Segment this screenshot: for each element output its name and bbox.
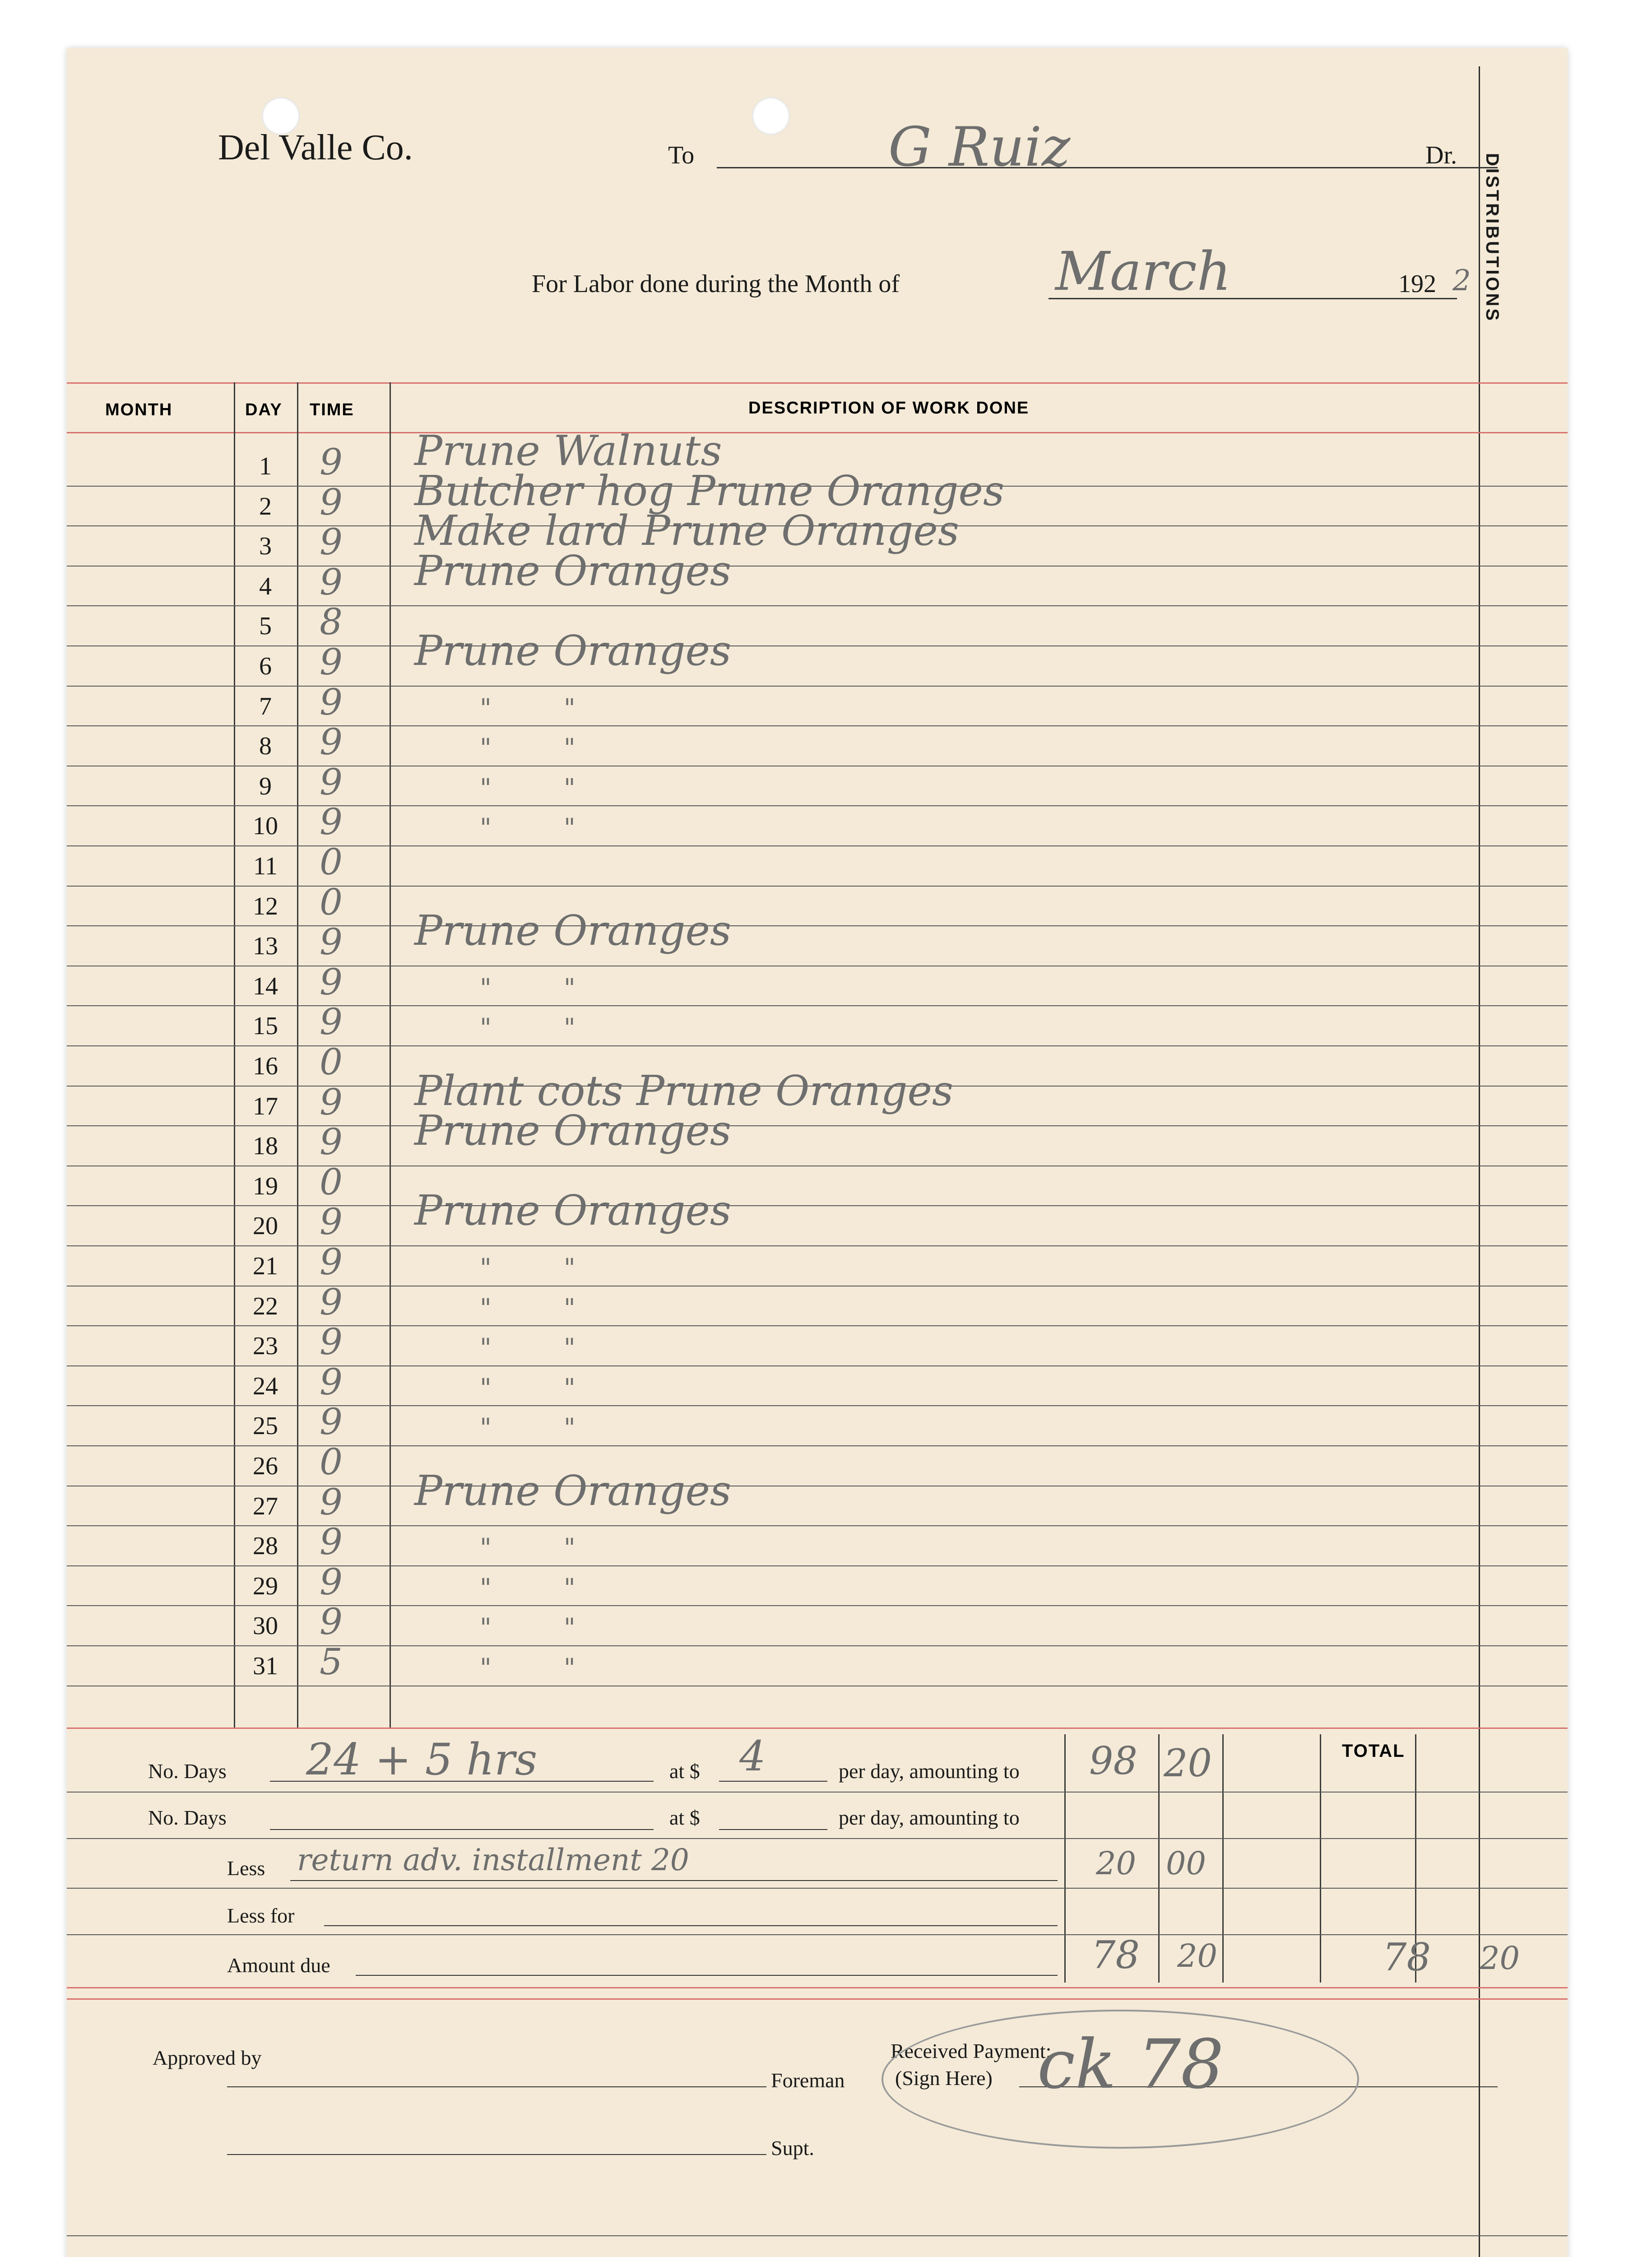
hours-worked: 9: [320, 1281, 343, 1323]
row-rule: [67, 1405, 1568, 1406]
work-description: Prune Walnuts: [414, 427, 722, 475]
day-number: 25: [253, 1412, 278, 1440]
hours-worked: 9: [320, 1241, 343, 1283]
row-rule: [67, 805, 1568, 806]
total-cents: 20: [1480, 1940, 1520, 1977]
row-rule: [67, 1365, 1568, 1366]
total-dollars: 78: [1383, 1935, 1431, 1979]
day-number: 15: [253, 1012, 278, 1040]
rule: [67, 1987, 1568, 1988]
hours-worked: 9: [320, 1081, 343, 1123]
day-number: 8: [259, 732, 272, 761]
row-rule: [67, 1325, 1568, 1326]
no-days-line-2: [270, 1829, 654, 1830]
row-rule: [67, 1005, 1568, 1006]
less-label: Less: [227, 1857, 265, 1880]
row-rule: [67, 1525, 1568, 1526]
work-description: " ": [480, 813, 575, 843]
hours-worked: 5: [320, 1641, 343, 1683]
day-number: 3: [259, 532, 272, 561]
work-description: Butcher hog Prune Oranges: [414, 466, 1005, 515]
day-number: 17: [253, 1092, 278, 1120]
day-number: 19: [253, 1172, 278, 1200]
net-dollars: 78: [1091, 1933, 1140, 1977]
less-line: [290, 1880, 1058, 1881]
less-dollars: 20: [1096, 1845, 1137, 1882]
signature: ck 78: [1037, 2025, 1224, 2104]
sign-here-label: (Sign Here): [895, 2067, 993, 2090]
rule: [67, 1998, 1568, 2000]
rule: [67, 1934, 1568, 1935]
net-cents: 20: [1177, 1937, 1218, 1974]
rule: [67, 432, 1568, 433]
day-number: 14: [253, 972, 278, 1000]
approved-by-label: Approved by: [153, 2046, 262, 2069]
rule: [67, 1888, 1568, 1889]
hours-worked: 0: [320, 1161, 343, 1203]
hours-worked: 9: [320, 761, 343, 803]
gross-cents: 20: [1164, 1741, 1212, 1785]
day-number: 2: [259, 492, 272, 520]
amount-divider: [1222, 1734, 1224, 1983]
hours-worked: 9: [320, 1560, 343, 1603]
no-days-value: 24 + 5 hrs: [306, 1734, 538, 1785]
per-day-label: per day, amounting to: [839, 1760, 1020, 1783]
hours-worked: 0: [320, 881, 343, 923]
col-day-header: DAY: [245, 400, 283, 419]
gross-dollars: 98: [1089, 1739, 1137, 1783]
row-rule: [67, 725, 1568, 726]
work-description: Prune Oranges: [414, 1466, 732, 1515]
row-rule: [67, 845, 1568, 846]
rate-value: 4: [739, 1732, 766, 1780]
supt-line: [227, 2154, 766, 2155]
hours-worked: 9: [320, 1601, 343, 1643]
labor-slip: [67, 48, 1568, 2257]
day-number: 5: [259, 612, 272, 641]
rule: [67, 1838, 1568, 1839]
hours-worked: 9: [320, 801, 343, 843]
day-number: 22: [253, 1292, 278, 1320]
hours-worked: 9: [320, 441, 343, 483]
day-number: 10: [253, 812, 278, 841]
hours-worked: 9: [320, 1201, 343, 1243]
less-for-label: Less for: [227, 1904, 295, 1927]
received-payment-label: Received Payment:: [891, 2039, 1052, 2062]
row-rule: [67, 1125, 1568, 1126]
rate-label: at $: [669, 1760, 700, 1783]
no-days-line: [270, 1781, 654, 1782]
day-number: 30: [253, 1612, 278, 1640]
work-description: Prune Oranges: [414, 906, 732, 955]
row-rule: [67, 566, 1568, 567]
row-rule: [67, 605, 1568, 606]
less-description: return adv. installment 20: [297, 1843, 689, 1877]
day-number: 21: [253, 1252, 278, 1280]
day-number: 31: [253, 1652, 278, 1680]
hours-worked: 8: [320, 601, 343, 643]
year-handwritten: 2: [1452, 264, 1471, 297]
work-description: " ": [480, 734, 575, 763]
dr-label: Dr.: [1425, 141, 1457, 169]
hours-worked: 9: [320, 921, 343, 963]
col-description-header: DESCRIPTION OF WORK DONE: [748, 399, 1030, 418]
work-description: Prune Oranges: [414, 627, 732, 675]
month-value: March: [1055, 240, 1231, 302]
day-number: 28: [253, 1532, 278, 1560]
work-description: " ": [480, 1333, 575, 1363]
foreman-label: Foreman: [771, 2069, 845, 2092]
no-days-label: No. Days: [148, 1760, 227, 1783]
rate-line: [719, 1781, 827, 1782]
hours-worked: 9: [320, 1361, 343, 1403]
less-cents: 00: [1166, 1845, 1207, 1882]
work-description: " ": [480, 1653, 575, 1683]
amount-divider: [1064, 1734, 1066, 1983]
row-rule: [67, 1205, 1568, 1206]
amount-due-label: Amount due: [227, 1954, 330, 1977]
distributions-label: DISTRIBUTIONS: [1482, 153, 1502, 323]
less-for-line: [324, 1925, 1058, 1926]
day-number: 6: [259, 652, 272, 680]
row-rule: [67, 1445, 1568, 1446]
day-number: 26: [253, 1452, 278, 1480]
row-rule: [67, 925, 1568, 926]
worker-name: G Ruiz: [888, 116, 1071, 179]
day-number: 20: [253, 1212, 278, 1240]
day-number: 16: [253, 1052, 278, 1080]
hours-worked: 0: [320, 841, 343, 883]
row-rule: [67, 886, 1568, 887]
foreman-line: [227, 2086, 766, 2087]
hours-worked: 9: [320, 641, 343, 683]
hours-worked: 9: [320, 561, 343, 603]
rule: [67, 1792, 1568, 1793]
day-number: 12: [253, 892, 278, 920]
work-description: Plant cots Prune Oranges: [414, 1066, 954, 1115]
rule: [67, 382, 1568, 384]
to-line: [717, 167, 1498, 168]
hours-worked: 0: [320, 1441, 343, 1483]
supt-label: Supt.: [771, 2136, 814, 2159]
hours-worked: 9: [320, 1001, 343, 1043]
hours-worked: 9: [320, 961, 343, 1003]
row-rule: [67, 1645, 1568, 1646]
work-description: " ": [480, 1533, 575, 1563]
hours-worked: 9: [320, 1481, 343, 1523]
hours-worked: 9: [320, 1121, 343, 1163]
day-number: 18: [253, 1132, 278, 1161]
labor-month-label: For Labor done during the Month of: [532, 270, 900, 298]
col-month-header: MONTH: [105, 400, 173, 419]
row-rule: [67, 1245, 1568, 1246]
hours-worked: 9: [320, 1401, 343, 1443]
work-description: " ": [480, 1013, 575, 1043]
day-number: 23: [253, 1332, 278, 1361]
hours-worked: 9: [320, 721, 343, 763]
day-number: 24: [253, 1372, 278, 1400]
hours-worked: 9: [320, 681, 343, 723]
cents-divider: [1158, 1734, 1160, 1983]
rate-line-2: [719, 1829, 827, 1830]
rule: [67, 1728, 1568, 1729]
day-number: 13: [253, 932, 278, 961]
work-description: " ": [480, 773, 575, 803]
work-description: " ": [480, 1613, 575, 1643]
punch-hole: [752, 97, 790, 135]
row-rule: [67, 1565, 1568, 1566]
row-rule: [67, 686, 1568, 687]
work-description: " ": [480, 1413, 575, 1443]
hours-worked: 9: [320, 521, 343, 563]
work-description: " ": [480, 1293, 575, 1323]
day-number: 29: [253, 1572, 278, 1600]
work-description: Prune Oranges: [414, 546, 732, 595]
work-description: " ": [480, 1373, 575, 1403]
day-number: 7: [259, 692, 272, 720]
year-printed: 192: [1398, 270, 1436, 298]
day-number: 4: [259, 572, 272, 600]
per-day-label-2: per day, amounting to: [839, 1806, 1020, 1829]
day-number: 27: [253, 1492, 278, 1520]
work-description: " ": [480, 1573, 575, 1603]
hours-worked: 9: [320, 1521, 343, 1563]
work-description: " ": [480, 693, 575, 723]
work-log-grid: [67, 382, 1568, 1728]
row-rule: [67, 1045, 1568, 1046]
rule: [67, 2235, 1568, 2236]
company-name: Del Valle Co.: [218, 128, 413, 167]
day-number: 1: [259, 452, 272, 480]
no-days-label-2: No. Days: [148, 1806, 227, 1829]
signature-oval: [882, 2010, 1359, 2149]
day-number: 11: [253, 852, 278, 880]
day-number: 9: [259, 772, 272, 800]
hours-worked: 0: [320, 1041, 343, 1083]
col-time-header: TIME: [310, 400, 354, 419]
hours-worked: 9: [320, 1321, 343, 1363]
total-divider: [1320, 1734, 1321, 1983]
work-description: " ": [480, 973, 575, 1003]
hours-worked: 9: [320, 481, 343, 523]
rate-label-2: at $: [669, 1806, 700, 1829]
row-rule: [67, 1605, 1568, 1606]
total-header: TOTAL: [1342, 1741, 1405, 1761]
work-description: " ": [480, 1254, 575, 1283]
work-description: Make lard Prune Oranges: [414, 506, 960, 555]
work-description: Prune Oranges: [414, 1106, 732, 1155]
work-description: Prune Oranges: [414, 1186, 732, 1235]
amount-due-line: [356, 1975, 1058, 1976]
to-label: To: [668, 141, 695, 169]
